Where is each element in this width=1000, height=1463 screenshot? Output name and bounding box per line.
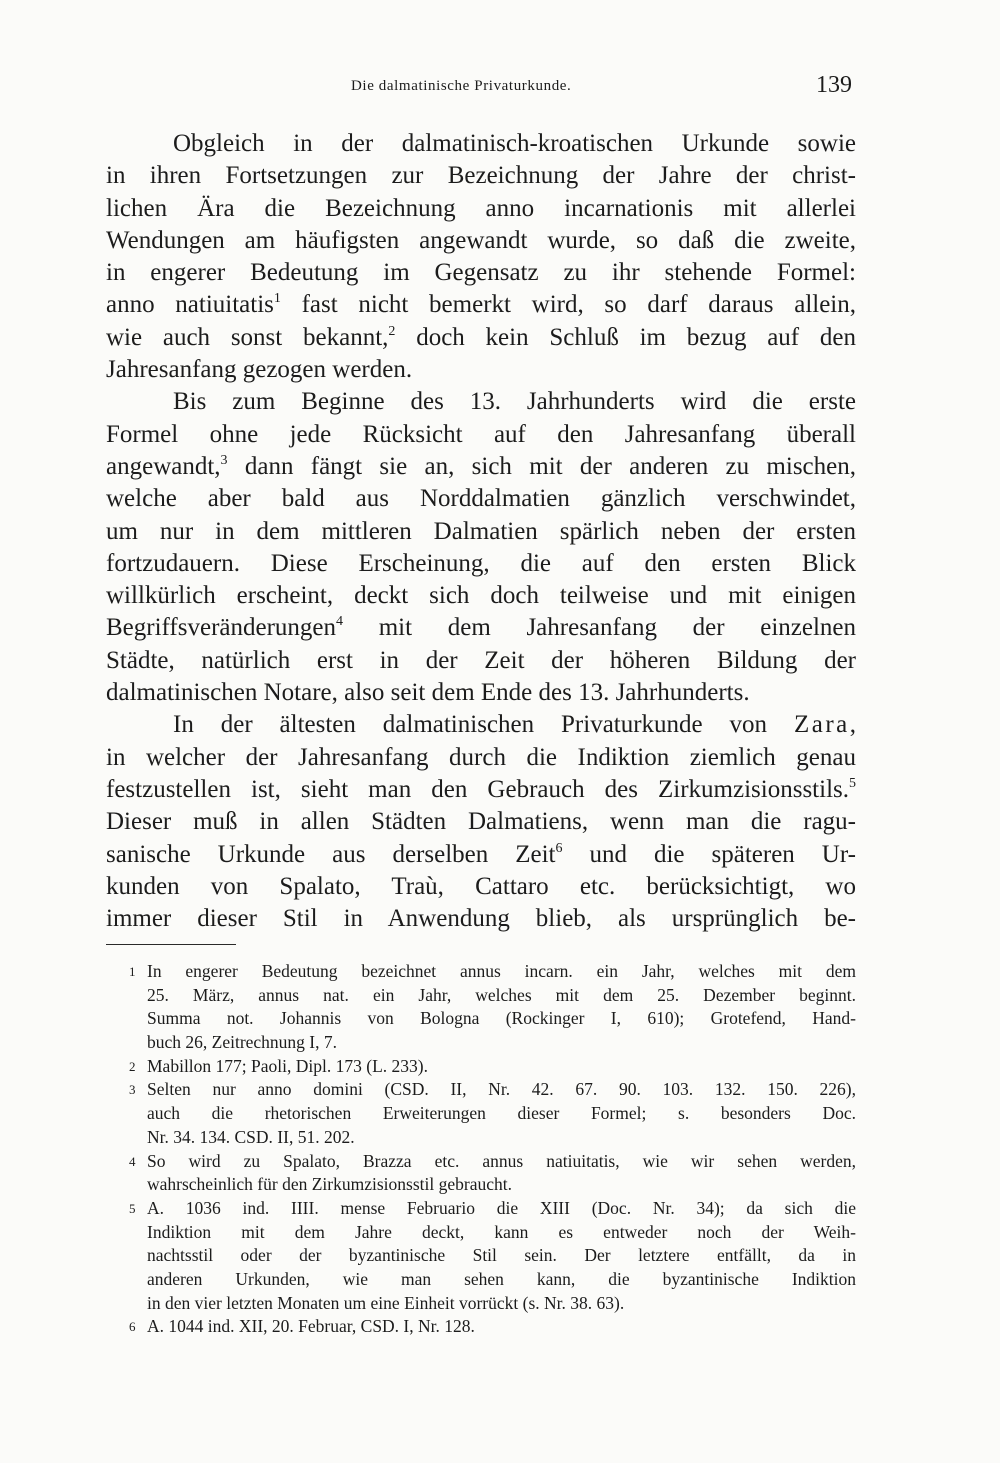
footnote <box>106 960 856 1055</box>
text-line: sanische Urkunde aus derselben Zeit$^6$ und die späteren Ur- <box>106 840 856 868</box>
footnote-number: 2 <box>129 1058 136 1074</box>
footnote-line: So wird zu Spalato, Brazza etc. annus natiuitatis, wie wir sehen werden, <box>147 1150 856 1171</box>
footnote-number: 4 <box>129 1153 136 1169</box>
text-line: Bis zum Beginne des 13. Jahrhunderts wird die erste <box>173 388 856 416</box>
running-title: Die dalmatinische Privaturkunde. <box>351 78 572 94</box>
text-line: Dieser muß in allen Städten Dalmatiens, wenn man die ragu- <box>106 808 856 836</box>
footnotes <box>106 960 856 1339</box>
spaced-place-name: Zara <box>793 711 850 739</box>
text-line: Städte, natürlich erst in der Zeit der höheren Bildung der <box>106 646 856 674</box>
footnote-line: wahrscheinlich für den Zirkumzisionsstil gebraucht. <box>147 1174 512 1195</box>
footnote-line: auch die rhetorischen Erweiterungen dieser Formel; s. besonders Doc. <box>147 1103 856 1124</box>
footnote-line: Mabillon 177; Paoli, Dipl. 173 (L. 233). <box>147 1055 428 1076</box>
footnote-line: Nr. 34. 134. CSD. II, 51. 202. <box>147 1126 355 1147</box>
text-line: immer dieser Stil in Anwendung blieb, als ursprünglich be- <box>106 905 856 933</box>
footnote <box>106 1078 856 1149</box>
footnote-line: In engerer Bedeutung bezeichnet annus incarn. ein Jahr, welches mit dem <box>147 961 856 981</box>
footnote <box>106 1315 856 1339</box>
text-line: angewandt,$^3$ dann fängt sie an, sich mit der anderen zu mischen, <box>106 452 856 480</box>
body-text <box>106 128 856 935</box>
text-line: Begriffsveränderungen$^4$ mit dem Jahresanfang der einzelnen <box>106 614 856 642</box>
text-line: in welcher der Jahresanfang durch die Indiktion ziemlich genau <box>106 743 856 771</box>
footnote-line: Indiktion mit dem Jahre deckt, kann es entweder noch der Weih- <box>147 1221 856 1242</box>
text-line: Wendungen am häufigsten angewandt wurde, so daß die zweite, <box>106 226 856 254</box>
footnote-line: nachtsstil oder der byzantinische Stil sein. Der letztere entfällt, da in <box>147 1245 856 1266</box>
text-line: in ihren Fortsetzungen zur Bezeichnung der Jahre der christ- <box>106 162 856 190</box>
text-line: anno natiuitatis$^1$ fast nicht bemerkt wird, so darf daraus allein, <box>106 291 856 319</box>
footnote-line: 25. März, annus nat. ein Jahr, welches mit dem 25. Dezember beginnt. <box>147 984 856 1005</box>
footnote-number: 5 <box>129 1200 136 1216</box>
text-line: willkürlich erscheint, deckt sich doch teilweise und mit einigen <box>106 582 856 610</box>
text-line: festzustellen ist, sieht man den Gebrauch des Zirkumzisionsstils.$^5$ <box>106 775 856 803</box>
text-line: Jahresanfang gezogen werden. <box>106 356 413 384</box>
text-line: fortzudauern. Diese Erscheinung, die auf den ersten Blick <box>106 549 856 577</box>
footnote <box>106 1150 856 1197</box>
text-line: in engerer Bedeutung im Gegensatz zu ihr stehende Formel: <box>106 259 856 287</box>
footnote-divider <box>106 944 236 945</box>
book-page <box>106 0 856 1463</box>
footnote-number: 6 <box>129 1319 136 1335</box>
text-line: wie auch sonst bekannt,$^2$ doch kein Schluß im bezug auf den <box>106 323 856 351</box>
text-line: um nur in dem mittleren Dalmatien spärlich neben der ersten <box>106 517 856 545</box>
footnote <box>106 1055 856 1079</box>
footnote-line: A. 1036 ind. IIII. mense Februario die XIII (Doc. Nr. 34); da sich die <box>147 1197 856 1218</box>
footnote-line: anderen Urkunden, wie man sehen kann, die byzantinische Indiktion <box>147 1268 856 1289</box>
page-number: 139 <box>816 72 852 98</box>
footnote-number: 1 <box>129 964 136 979</box>
text-line: welche aber bald aus Norddalmatien gänzlich verschwindet, <box>106 485 856 513</box>
footnote-ref: 3 <box>220 452 228 468</box>
footnote-line: Summa not. Johannis von Bologna (Rockinger I, 610); Grotefend, Hand- <box>147 1008 856 1029</box>
footnote-ref: 4 <box>336 614 344 630</box>
footnote-line: buch 26, Zeitrechnung I, 7. <box>147 1032 338 1053</box>
footnote-ref: 2 <box>388 323 396 339</box>
text-line: kunden von Spalato, Traù, Cattaro etc. berücksichtigt, wo <box>106 872 856 900</box>
footnote-number: 3 <box>129 1082 136 1098</box>
footnote-line: Selten nur anno domini (CSD. II, Nr. 42. 67. 90. 103. 132. 150. 226), <box>147 1079 856 1100</box>
footnote <box>106 1197 856 1315</box>
text-line: Formel ohne jede Rücksicht auf den Jahresanfang überall <box>106 420 856 448</box>
footnote-line: A. 1044 ind. XII, 20. Februar, CSD. I, Nr. 128. <box>147 1316 475 1337</box>
text-line: lichen Ära die Bezeichnung anno incarnationis mit allerlei <box>106 194 856 222</box>
running-head <box>106 72 856 102</box>
footnote-ref: 6 <box>555 840 563 856</box>
text-line: Obgleich in der dalmatinisch-kroatischen Urkunde sowie <box>173 130 856 157</box>
footnote-ref: 5 <box>849 775 856 791</box>
footnote-ref: 1 <box>273 291 281 307</box>
text-line: dalmatinischen Notare, also seit dem Ende des 13. Jahrhunderts. <box>106 679 750 707</box>
footnote-line: in den vier letzten Monaten um eine Einheit vorrückt (s. Nr. 38. 63). <box>147 1292 625 1313</box>
text-line: In der ältesten dalmatinischen Privaturkunde von Zara, <box>173 711 856 739</box>
